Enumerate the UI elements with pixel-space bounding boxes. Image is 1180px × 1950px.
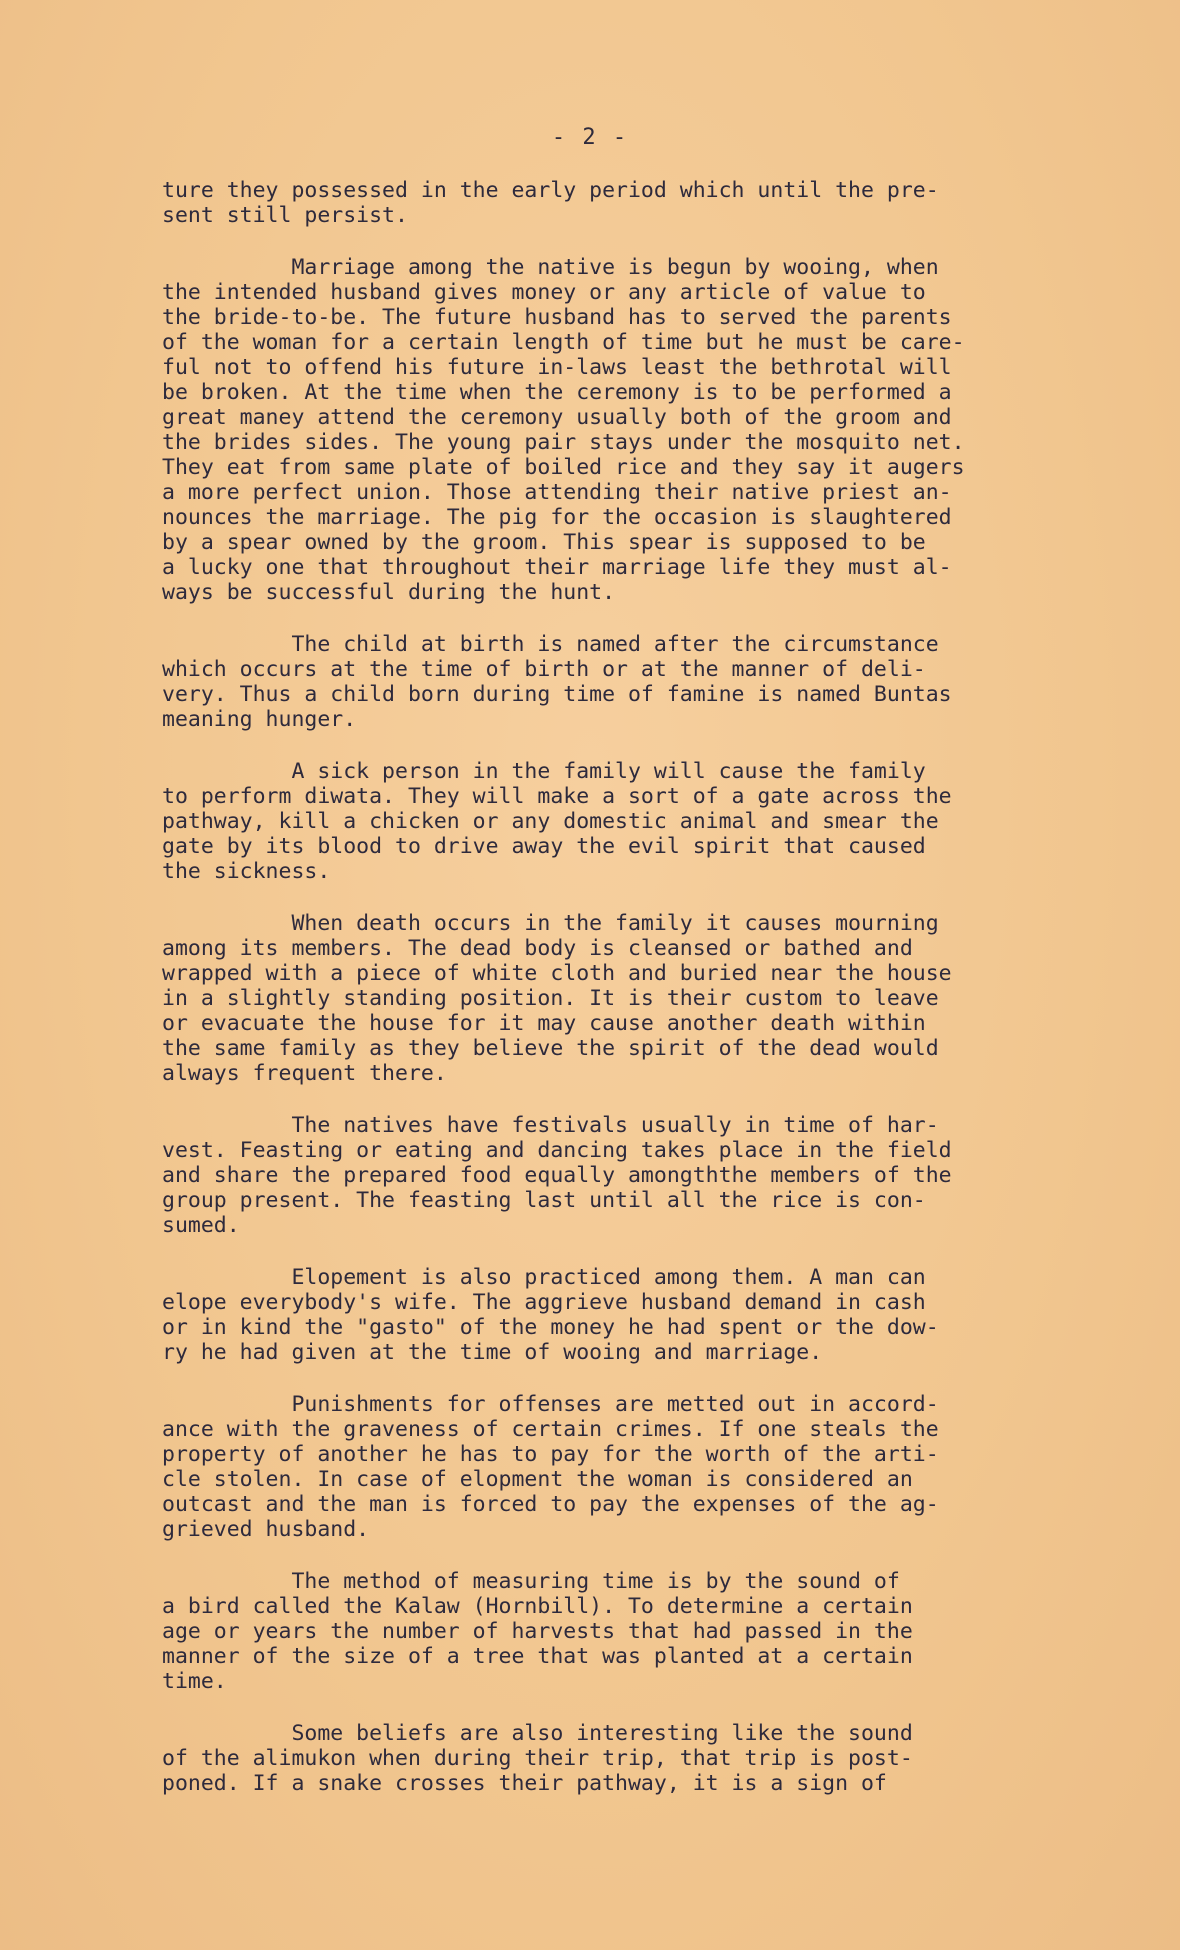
text-line: ways be successful during the hunt.	[162, 580, 616, 605]
text-line: Marriage among the native is begun by wooing, when	[162, 255, 939, 280]
paragraph	[162, 178, 1122, 228]
text-line: A sick person in the family will cause the family	[162, 759, 926, 784]
text-line: and share the prepared food equally amongththe members of the	[162, 1163, 952, 1188]
paragraph	[162, 255, 1122, 605]
text-line: or in kind the "gasto" of the money he had spent or the dow-	[162, 1315, 939, 1340]
text-line: to perform diwata. They will make a sort of a gate across the	[162, 784, 952, 809]
text-line: wrapped with a piece of white cloth and buried near the house	[162, 961, 952, 986]
text-line: Some beliefs are also interesting like the sound	[162, 1721, 913, 1746]
page-number: - 2 -	[551, 125, 629, 150]
text-line: a more perfect union. Those attending their native priest an-	[162, 480, 952, 505]
text-line: Elopement is also practiced among them. A man can	[162, 1265, 926, 1290]
text-line: cle stolen. In case of elopment the woman is considered an	[162, 1467, 913, 1492]
text-line: meaning hunger.	[162, 707, 357, 732]
text-line: very. Thus a child born during time of famine is named Buntas	[162, 682, 952, 707]
text-line: poned. If a snake crosses their pathway, it is a sign of	[162, 1771, 887, 1796]
text-line: of the alimukon when during their trip, that trip is post-	[162, 1746, 913, 1771]
text-line: elope everybody's wife. The aggrieve husband demand in cash	[162, 1290, 926, 1315]
text-line: of the woman for a certain length of time but he must be care-	[162, 330, 965, 355]
paragraph	[162, 1113, 1122, 1238]
text-line: The child at birth is named after the circumstance	[162, 632, 939, 657]
text-line: time.	[162, 1669, 227, 1694]
text-line: They eat from same plate of boiled rice and they say it augers	[162, 455, 965, 480]
text-line: the brides sides. The young pair stays under the mosquito net.	[162, 430, 965, 455]
text-line: the intended husband gives money or any article of value to	[162, 280, 926, 305]
paragraph	[162, 1392, 1122, 1542]
paragraph	[162, 1569, 1122, 1694]
paragraph	[162, 632, 1122, 732]
text-line: sent still persist.	[162, 203, 408, 228]
text-line: always frequent there.	[162, 1061, 447, 1086]
text-line: ture they possessed in the early period which until the pre-	[162, 178, 939, 203]
text-line: in a slightly standing position. It is their custom to leave	[162, 986, 939, 1011]
text-line: pathway, kill a chicken or any domestic animal and smear the	[162, 809, 939, 834]
paragraph	[162, 1265, 1122, 1365]
text-line: ance with the graveness of certain crimes. If one steals the	[162, 1417, 939, 1442]
text-line: a bird called the Kalaw (Hornbill). To determine a certain	[162, 1594, 913, 1619]
paragraph	[162, 1721, 1122, 1796]
text-line: vest. Feasting or eating and dancing takes place in the field	[162, 1138, 952, 1163]
text-line: gate by its blood to drive away the evil spirit that caused	[162, 834, 926, 859]
text-line: the bride-to-be. The future husband has to served the parents	[162, 305, 952, 330]
text-line: The method of measuring time is by the sound of	[162, 1569, 900, 1594]
text-line: ry he had given at the time of wooing and marriage.	[162, 1340, 823, 1365]
text-line: nounces the marriage. The pig for the occasion is slaughtered	[162, 505, 952, 530]
text-line: by a spear owned by the groom. This spear is supposed to be	[162, 530, 926, 555]
text-line: age or years the number of harvests that had passed in the	[162, 1619, 913, 1644]
body-text	[162, 178, 1122, 1823]
text-line: outcast and the man is forced to pay the expenses of the ag-	[162, 1492, 939, 1517]
text-line: property of another he has to pay for the worth of the arti-	[162, 1442, 939, 1467]
text-line: sumed.	[162, 1213, 240, 1238]
text-line: grieved husband.	[162, 1517, 370, 1542]
text-line: which occurs at the time of birth or at the manner of deli-	[162, 657, 926, 682]
paragraph	[162, 911, 1122, 1086]
text-line: or evacuate the house for it may cause another death within	[162, 1011, 926, 1036]
text-line: be broken. At the time when the ceremony is to be performed a	[162, 380, 952, 405]
text-line: Punishments for offenses are metted out in accord-	[162, 1392, 939, 1417]
text-line: ful not to offend his future in-laws least the bethrotal will	[162, 355, 952, 380]
paragraph	[162, 759, 1122, 884]
text-line: The natives have festivals usually in time of har-	[162, 1113, 939, 1138]
text-line: among its members. The dead body is cleansed or bathed and	[162, 936, 913, 961]
text-line: manner of the size of a tree that was planted at a certain	[162, 1644, 913, 1669]
text-line: the sickness.	[162, 859, 331, 884]
text-line: a lucky one that throughout their marriage life they must al-	[162, 555, 952, 580]
text-line: great maney attend the ceremony usually both of the groom and	[162, 405, 952, 430]
text-line: When death occurs in the family it causes mourning	[162, 911, 939, 936]
text-line: the same family as they believe the spirit of the dead would	[162, 1036, 939, 1061]
text-line: group present. The feasting last until all the rice is con-	[162, 1188, 926, 1213]
